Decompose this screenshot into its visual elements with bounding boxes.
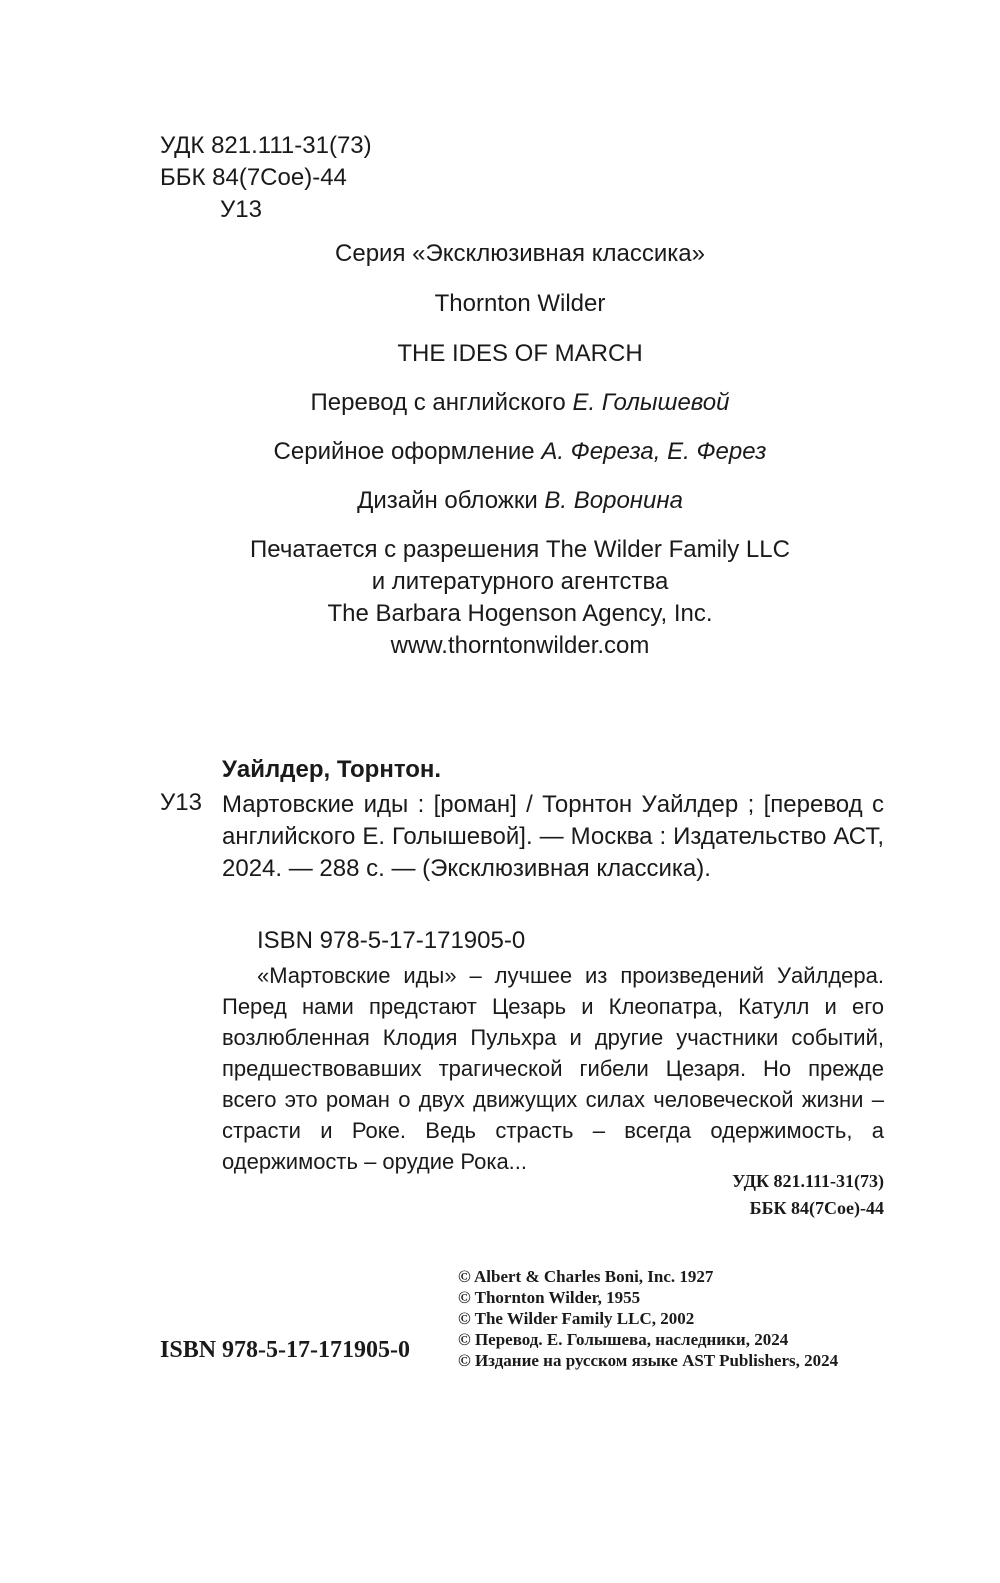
classification-codes xyxy=(160,130,372,226)
cover-design-label: Дизайн обложки xyxy=(357,487,538,514)
permission-line: Печатается с разрешения The Wilder Family LLC xyxy=(250,536,790,563)
translation-label: Перевод с английского xyxy=(310,389,566,416)
translation-credit xyxy=(100,387,940,419)
catalog-codes xyxy=(732,1168,884,1222)
catalog-description: Мартовские иды : [роман] / Торнтон Уайлдер ; [перевод с английского Е. Голышевой]. — Москва : Издательство АСТ, 2024. — 288 с. — (Эксклюзивная классика). xyxy=(222,791,884,882)
permission-notice xyxy=(100,534,940,662)
copyright-line: © Перевод. Е. Голышева, наследники, 2024 xyxy=(458,1330,789,1349)
catalog-author-heading: Уайлдер, Торнтон. xyxy=(222,756,442,783)
copyright-line: © Thornton Wilder, 1955 xyxy=(458,1288,641,1307)
translator-name: Е. Голышевой xyxy=(572,389,730,416)
website-line: www.thorntonwilder.com xyxy=(390,632,650,659)
copyright-line: © Albert & Charles Boni, Inc. 1927 xyxy=(458,1267,714,1286)
series-line: Серия «Эксклюзивная классика» xyxy=(335,240,705,267)
footer-isbn: ISBN 978-5-17-171905-0 xyxy=(160,1337,410,1363)
catalog-shelf-mark: У13 xyxy=(160,789,202,816)
copyright-line: © Издание на русском языке AST Publishers, 2024 xyxy=(458,1351,839,1370)
copyright-line: © The Wilder Family LLC, 2002 xyxy=(458,1309,695,1328)
catalog-bbk: ББК 84(7Сое)-44 xyxy=(749,1198,884,1218)
permission-line: The Barbara Hogenson Agency, Inc. xyxy=(327,600,713,627)
author-mark: У13 xyxy=(220,196,262,223)
catalog-udk: УДК 821.111-31(73) xyxy=(732,1171,884,1191)
bbk-code: ББК 84(7Сое)-44 xyxy=(160,164,347,191)
udk-code: УДК 821.111-31(73) xyxy=(160,132,372,159)
permission-line: и литературного агентства xyxy=(371,568,669,595)
original-title: THE IDES OF MARCH xyxy=(397,340,643,367)
catalog-isbn: ISBN 978-5-17-171905-0 xyxy=(257,927,526,954)
cover-designer-name: В. Воронина xyxy=(544,487,683,514)
cover-design-credit xyxy=(100,485,940,517)
series-design-label: Серийное оформление xyxy=(273,438,535,465)
series-design-credit xyxy=(100,436,940,468)
series-designer-names: А. Фереза, Е. Ферез xyxy=(541,438,767,465)
catalog-annotation: «Мартовские иды» – лучшее из произведений Уайлдера. Перед нами предстают Цезарь и Клеопатра, Катулл и его возлюбленная Клодия Пульхра и другие участники событий, предшествовавших трагической гибели Цезаря. Но прежде всего это роман о двух движущих силах человеческой жизни – страсти и Роке. Ведь страсть – всегда одержимость, а одержимость – орудие Рока... xyxy=(222,963,884,1174)
original-author: Thornton Wilder xyxy=(434,290,606,317)
copyright-block xyxy=(458,1266,838,1371)
